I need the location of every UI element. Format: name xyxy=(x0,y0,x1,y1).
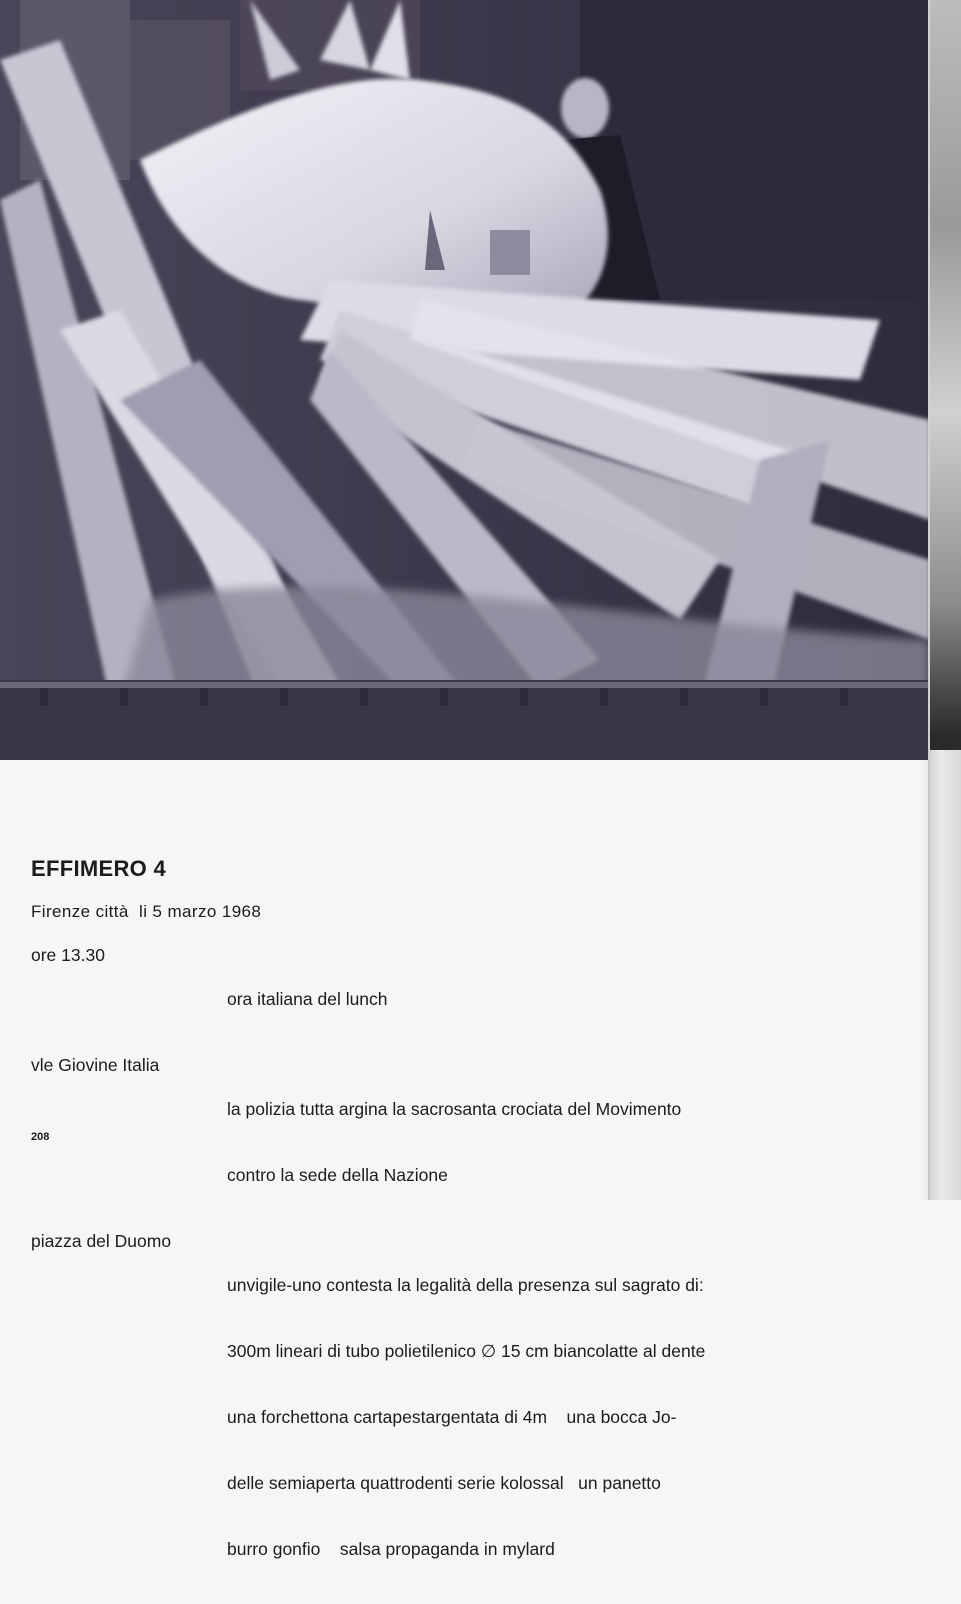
schedule-line: unvigile-uno contesta la legalità della presenza sul sagrato di: xyxy=(227,1275,704,1295)
schedule-text xyxy=(227,944,817,1054)
page-number: 208 xyxy=(31,1131,50,1143)
event-schedule xyxy=(31,944,817,1604)
schedule-line: burro gonfio salsa propaganda in mylard xyxy=(227,1539,555,1559)
schedule-label: ore 13.30 xyxy=(31,945,105,965)
schedule-label: piazza del Duomo xyxy=(31,1231,172,1251)
schedule-text xyxy=(227,1230,817,1604)
facing-page-edge xyxy=(930,0,961,750)
schedule-text xyxy=(227,1054,817,1230)
gutter-shadow xyxy=(918,760,930,1200)
schedule-line: delle semiaperta quattrodenti serie kolossal un panetto xyxy=(227,1473,661,1493)
schedule-row xyxy=(31,944,817,1054)
sculpture-photo xyxy=(0,0,930,760)
schedule-line: la polizia tutta argina la sacrosanta crociata del Movimento xyxy=(227,1099,682,1119)
schedule-line: una forchettona cartapestargentata di 4m una bocca Jo- xyxy=(227,1407,677,1427)
schedule-line: 300m lineari di tubo polietilenico ∅ 15 cm biancolatte al dente xyxy=(227,1341,706,1361)
article-title: EFFIMERO 4 xyxy=(31,856,167,881)
schedule-row xyxy=(31,1054,817,1230)
schedule-line: contro la sede della Nazione xyxy=(227,1165,448,1185)
schedule-row xyxy=(31,1230,817,1604)
schedule-line: ora italiana del lunch xyxy=(227,989,388,1009)
article-subtitle: Firenze città li 5 marzo 1968 xyxy=(31,902,262,921)
schedule-label: vle Giovine Italia xyxy=(31,1055,160,1075)
